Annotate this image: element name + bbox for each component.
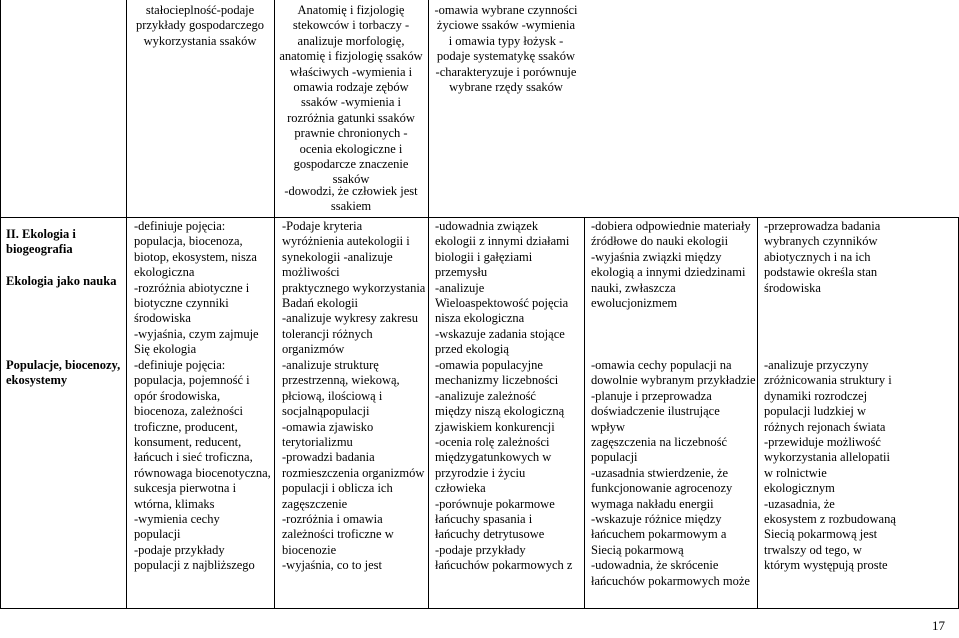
- row1-col3-text: -Podaje kryteria wyróżnienia autekologii i synekologii -analizuje możliwości praktycznego wykorzystania Badań ekologii -analizuje wykresy zakresu tolerancji różnych organizmów: [282, 219, 426, 357]
- row1-col6-text: -przeprowadza badania wybranych czynników abiotycznych i na ich podstawie określa stan środowiska: [764, 219, 881, 295]
- table-border: [757, 217, 758, 608]
- row1-col5-text: -dobiera odpowiednie materiały źródłowe do nauki ekologii -wyjaśnia związki między ekologią a innymi dziedzinami nauki, zwłaszcza ewolucjonizmem: [591, 219, 751, 311]
- top-row-col4-text: -omawia wybrane czynności życiowe ssaków -wymienia i omawia typy łożysk - podaje systematykę ssaków -charakteryzuje i porównuje wybrane rzędy ssaków: [434, 3, 578, 95]
- row2-label: Populacje, biocenozy, ekosystemy: [6, 358, 121, 388]
- row2-col4-text: -omawia populacyjne mechanizmy liczebności -analizuje zależność między niszą ekologiczną zjawiskiem konkurencji -ocenia rolę zależności międzygatunkowych w przyrodzie i życiu człowieka -porównuje pokarmowe łańcuchy spasania i łańcuchy detrytusowe -podaje przykłady łańcuchów pokarmowych z: [435, 358, 573, 573]
- table-border: [0, 608, 959, 609]
- top-row-col2-text: stałocieplność-podaje przykłady gospodarczego wykorzystania ssaków: [135, 3, 265, 48]
- row2-col2-text: -definiuje pojęcia: populacja, pojemność i opór środowiska, biocenoza, zależności troficzne, producent, konsument, reducent, łańcuch i sieć troficzna, równowaga biocenotyczna, sukcesja pierwotna i wtórna, klimaks -wymienia cechy populacji -podaje przykłady populacji z najbliższego: [134, 358, 271, 573]
- top-row-col3-text: Anatomię i fizjologię stekowców i torbaczy - analizuje morfologię, anatomię i fizjologię ssaków właściwych -wymienia i omawia rodzaje zębów ssaków -wymienia i rozróżnia gatunki ssaków prawnie chronionych - ocenia ekologiczne i gospodarcze znaczenie ssaków: [279, 3, 423, 187]
- table-border: [0, 217, 959, 218]
- section-subtitle: Ekologia jako nauka: [6, 274, 117, 288]
- row2-col6-text: -analizuje przyczyny zróżnicowania struktury i dynamiki rozrodczej populacji ludzkiej w różnych rejonach świata -przewiduje możliwość wykorzystania allelopatii w rolnictwie ekologicznym -uzasadnia, że ekosystem z rozbudowaną Siecią pokarmową jest trwalszy od tego, w którym występują proste: [764, 358, 896, 573]
- page-number: 17: [932, 618, 945, 633]
- table-border: [428, 0, 429, 608]
- row2-col5-text: -omawia cechy populacji na dowolnie wybranym przykładzie -planuje i przeprowadza doświadczenie ilustrujące wpływ zagęszczenia na liczebność populacji -uzasadnia stwierdzenie, że funkcjonowanie agrocenozy wymaga nakładu energii -wskazuje różnice między łańcuchem pokarmowym a Siecią pokarmową -udowadnia, że skrócenie łańcuchów pokarmowych może: [591, 358, 756, 588]
- table-border: [0, 0, 1, 608]
- row2-col3-text: -analizuje strukturę przestrzenną, wiekową, płciową, ilościową i socjalnąpopulacji -omawia zjawisko terytorializmu -prowadzi badania rozmieszczenia organizmów populacji i oblicza ich zagęszczenie -rozróżnia i omawia zależności troficzne w biocenozie -wyjaśnia, co to jest: [282, 358, 425, 573]
- top-row-col3-extra-text: -dowodzi, że człowiek jest ssakiem: [284, 184, 418, 214]
- row1-col2-text: -definiuje pojęcia: populacja, biocenoza, biotop, ekosystem, nisza ekologiczna -rozróżnia abiotyczne i biotyczne czynniki środowiska -wyjaśnia, czym zajmuje Się ekologia: [134, 219, 259, 357]
- section-title: II. Ekologia i biogeografia: [6, 227, 76, 257]
- row1-col4-text: -udowadnia związek ekologii z innymi działami biologii i gałęziami przemysłu -analizuje Wieloaspektowość pojęcia nisza ekologiczna -wskazuje zadania stojące przed ekologią: [435, 219, 570, 357]
- table-border: [126, 0, 127, 608]
- table-border: [584, 217, 585, 608]
- table-border: [274, 0, 275, 608]
